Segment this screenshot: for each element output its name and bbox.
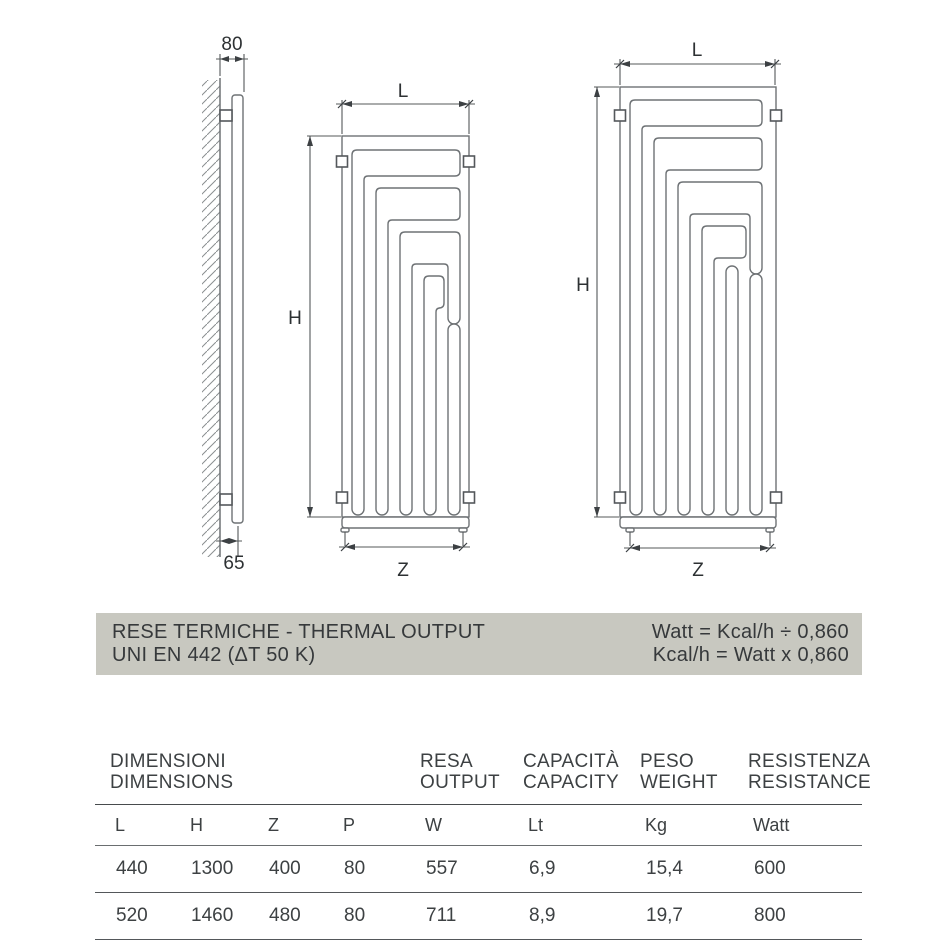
cell: 480 xyxy=(269,905,301,926)
banner-formulas xyxy=(652,621,849,668)
width-dim-label: L xyxy=(691,40,703,61)
cell: 400 xyxy=(269,858,301,879)
col-header-Watt: Watt xyxy=(753,814,790,835)
cell: 8,9 xyxy=(529,905,556,926)
col-header-H: H xyxy=(190,814,203,835)
foot-left xyxy=(341,528,349,532)
bracket-top-right xyxy=(464,156,475,167)
group-header-weight: PESO WEIGHT xyxy=(640,751,718,793)
width-dimension xyxy=(614,40,781,85)
banner-title-line1: RESE TERMICHE - THERMAL OUTPUT xyxy=(112,620,486,643)
table-unit-header-row xyxy=(95,805,862,846)
group-header-capacity: CAPACITÀ CAPACITY xyxy=(523,751,620,793)
depth-dim-label: 80 xyxy=(221,34,243,55)
front-view-large xyxy=(576,40,781,581)
table-group-header-row xyxy=(95,742,872,805)
base-dimension xyxy=(339,532,470,581)
bottom-manifold xyxy=(620,517,776,528)
width-dim-label: L xyxy=(397,81,409,102)
bracket-top-left xyxy=(337,156,348,167)
thermal-output-banner xyxy=(96,613,862,675)
height-dimension xyxy=(576,87,619,517)
col-header-L: L xyxy=(115,814,126,835)
foot-right xyxy=(766,528,774,532)
banner-title-line2: UNI EN 442 (ΔT 50 K) xyxy=(112,644,316,666)
wall-bracket-top xyxy=(220,110,232,121)
group-header-output: RESA OUTPUT xyxy=(420,751,500,793)
bracket-bottom-left xyxy=(615,492,626,503)
group-header-dimensions: DIMENSIONI DIMENSIONS xyxy=(110,751,234,793)
banner-formula-line1: Watt = Kcal/h ÷ 0,860 xyxy=(651,620,849,643)
cell: 520 xyxy=(116,905,148,926)
cell: 557 xyxy=(426,858,458,879)
cell: 800 xyxy=(754,905,786,926)
bracket-bottom-left xyxy=(337,492,348,503)
bottom-manifold xyxy=(342,517,469,528)
radiator-slab-side xyxy=(232,95,243,523)
radiator-tube xyxy=(448,324,460,515)
cell: 440 xyxy=(116,858,148,879)
side-view-drawing xyxy=(202,34,248,574)
cell: 600 xyxy=(754,858,786,879)
col-header-Lt: Lt xyxy=(528,814,544,835)
base-dim-label: Z xyxy=(692,560,704,581)
bracket-bottom-right xyxy=(464,492,475,503)
base-dimension xyxy=(624,532,776,581)
height-dim-label: H xyxy=(288,308,302,329)
width-dimension xyxy=(336,81,475,134)
wall-bracket-bottom xyxy=(220,494,232,505)
group-header-resistance: RESISTENZA RESISTANCE xyxy=(748,751,872,793)
wall-hatching xyxy=(202,80,220,557)
cell: 6,9 xyxy=(529,858,556,879)
banner-formula-line2: Kcal/h = Watt x 0,860 xyxy=(652,644,849,666)
spec-table xyxy=(95,742,872,940)
radiator-tube xyxy=(750,274,762,515)
col-header-W: W xyxy=(425,814,442,835)
height-dimension xyxy=(288,136,341,517)
cell: 15,4 xyxy=(646,858,683,879)
clearance-dim-label: 65 xyxy=(223,553,245,574)
cell: 711 xyxy=(426,905,457,926)
bracket-bottom-right xyxy=(771,492,782,503)
foot-right xyxy=(459,528,467,532)
depth-dimension-80 xyxy=(216,34,248,92)
banner-title xyxy=(112,621,485,668)
radiator-tube xyxy=(726,266,738,515)
cell: 80 xyxy=(344,905,366,926)
bracket-top-left xyxy=(615,110,626,121)
col-header-Z: Z xyxy=(268,814,279,835)
front-view-small xyxy=(288,81,475,581)
col-header-P: P xyxy=(343,814,356,835)
table-row xyxy=(95,893,862,940)
table-row xyxy=(95,846,862,893)
foot-left xyxy=(626,528,634,532)
cell: 1300 xyxy=(191,858,234,879)
cell: 1460 xyxy=(191,905,234,926)
cell: 80 xyxy=(344,858,366,879)
base-dim-label: Z xyxy=(397,560,409,581)
bracket-top-right xyxy=(771,110,782,121)
height-dim-label: H xyxy=(576,275,590,296)
col-header-Kg: Kg xyxy=(645,814,668,835)
cell: 19,7 xyxy=(646,905,683,926)
